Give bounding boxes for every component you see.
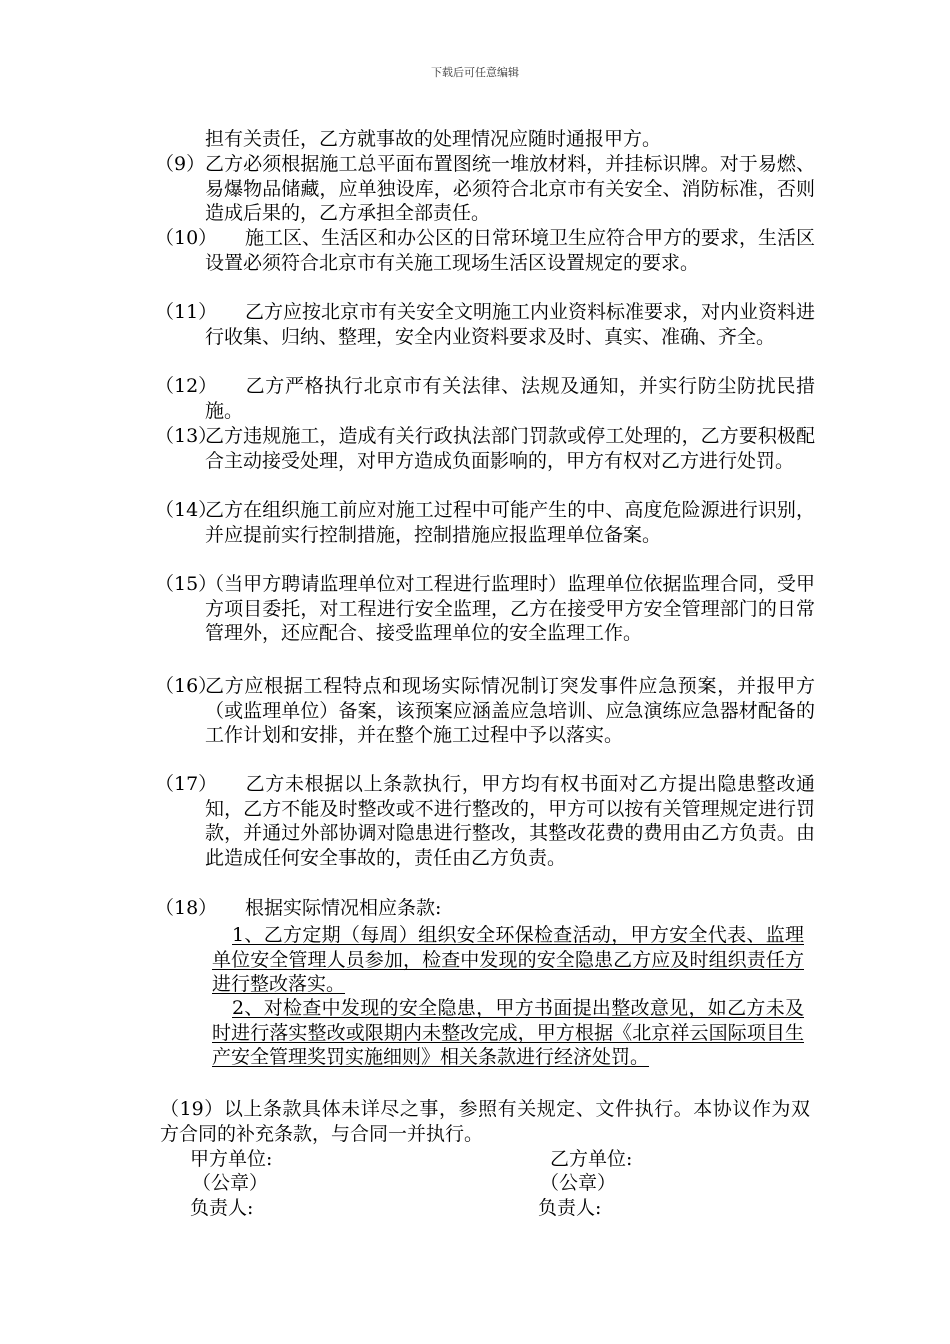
party-b-seal: （公章） xyxy=(540,1172,617,1194)
party-b-label: 乙方单位: xyxy=(550,1148,633,1170)
party-a-seal: （公章） xyxy=(192,1172,269,1194)
clause-text: 乙方未根据以上条款执行，甲方均有权书面对乙方提出隐患整改通知，乙方不能及时整改或不进行整改的，甲方可以按有关管理规定进行罚款，并通过外部协调对隐患进行整改，其整改花费的费用由乙方负责。由此造成任何安全事故的，责任由乙方负责。 xyxy=(205,773,815,869)
clause-text: 根据实际情况相应条款: xyxy=(245,897,442,919)
sub-item-1: 1、乙方定期（每周）组织安全环保检查活动，甲方安全代表、监理单位安全管理人员参加，检查中发现的安全隐患乙方应及时组织责任方进行整改落实。 xyxy=(212,924,804,995)
clause-text: 乙方在组织施工前应对施工过程中可能产生的中、高度危险源进行识别，并应提前实行控制措施，控制措施应报监理单位备案。 xyxy=(205,499,815,546)
page-header: 下载后可任意编辑 xyxy=(431,66,519,79)
intro-line: 担有关责任，乙方就事故的处理情况应随时通报甲方。 xyxy=(205,128,662,150)
clause-text: 乙方应根据工程特点和现场实际情况制订突发事件应急预案，并报甲方（或监理单位）备案，该预案应涵盖应急培训、应急演练应急器材配备的工作计划和安排，并在整个施工过程中予以落实。 xyxy=(205,675,815,746)
sub-item-2: 2、对检查中发现的安全隐患，甲方书面提出整改意见，如乙方未及时进行落实整改或限期内未整改完成，甲方根据《北京祥云国际项目生产安全管理奖罚实施细则》相关条款进行经济处罚。 xyxy=(212,997,804,1068)
clause-text: 乙方应按北京市有关安全文明施工内业资料标准要求，对内业资料进行收集、归纳、整理，安全内业资料要求及时、真实、准确、齐全。 xyxy=(205,301,816,348)
clause-19: （19）以上条款具体未详尽之事，参照有关规定、文件执行。本协议作为双方合同的补充条款，与合同一并执行。 xyxy=(160,1098,810,1145)
clause-number: （10） xyxy=(155,227,218,249)
clause-text: 乙方严格执行北京市有关法律、法规及通知，并实行防尘防扰民措施。 xyxy=(205,375,815,422)
clause-number: （14） xyxy=(155,499,218,521)
clause-number: （15） xyxy=(155,573,218,595)
clause-text: （当甲方聘请监理单位对工程进行监理时）监理单位依据监理合同，受甲方项目委托，对工程进行安全监理，乙方在接受甲方安全管理部门的日常管理外，还应配合、接受监理单位的安全监理工作。 xyxy=(205,573,815,644)
party-a-label: 甲方单位: xyxy=(190,1148,273,1170)
clause-number: （9） xyxy=(155,153,206,175)
clause-number: （18） xyxy=(155,897,218,919)
clause-number: （11） xyxy=(155,301,218,323)
party-b-representative: 负责人: xyxy=(538,1197,602,1219)
clause-text: 乙方必须根据施工总平面布置图统一堆放材料，并挂标识牌。对于易燃、易爆物品储藏，应单独设库，必须符合北京市有关安全、消防标准，否则造成后果的，乙方承担全部责任。 xyxy=(205,153,815,224)
clause-number: （12） xyxy=(155,375,218,397)
clause-number: （17） xyxy=(155,773,218,795)
party-a-representative: 负责人: xyxy=(190,1197,254,1219)
clause-text: 施工区、生活区和办公区的日常环境卫生应符合甲方的要求，生活区设置必须符合北京市有关施工现场生活区设置规定的要求。 xyxy=(205,227,816,274)
clause-text: 乙方违规施工，造成有关行政执法部门罚款或停工处理的，乙方要积极配合主动接受处理，对甲方造成负面影响的，甲方有权对乙方进行处罚。 xyxy=(205,425,815,472)
clause-number: （13） xyxy=(155,425,218,447)
clause-number: （16） xyxy=(155,675,218,697)
